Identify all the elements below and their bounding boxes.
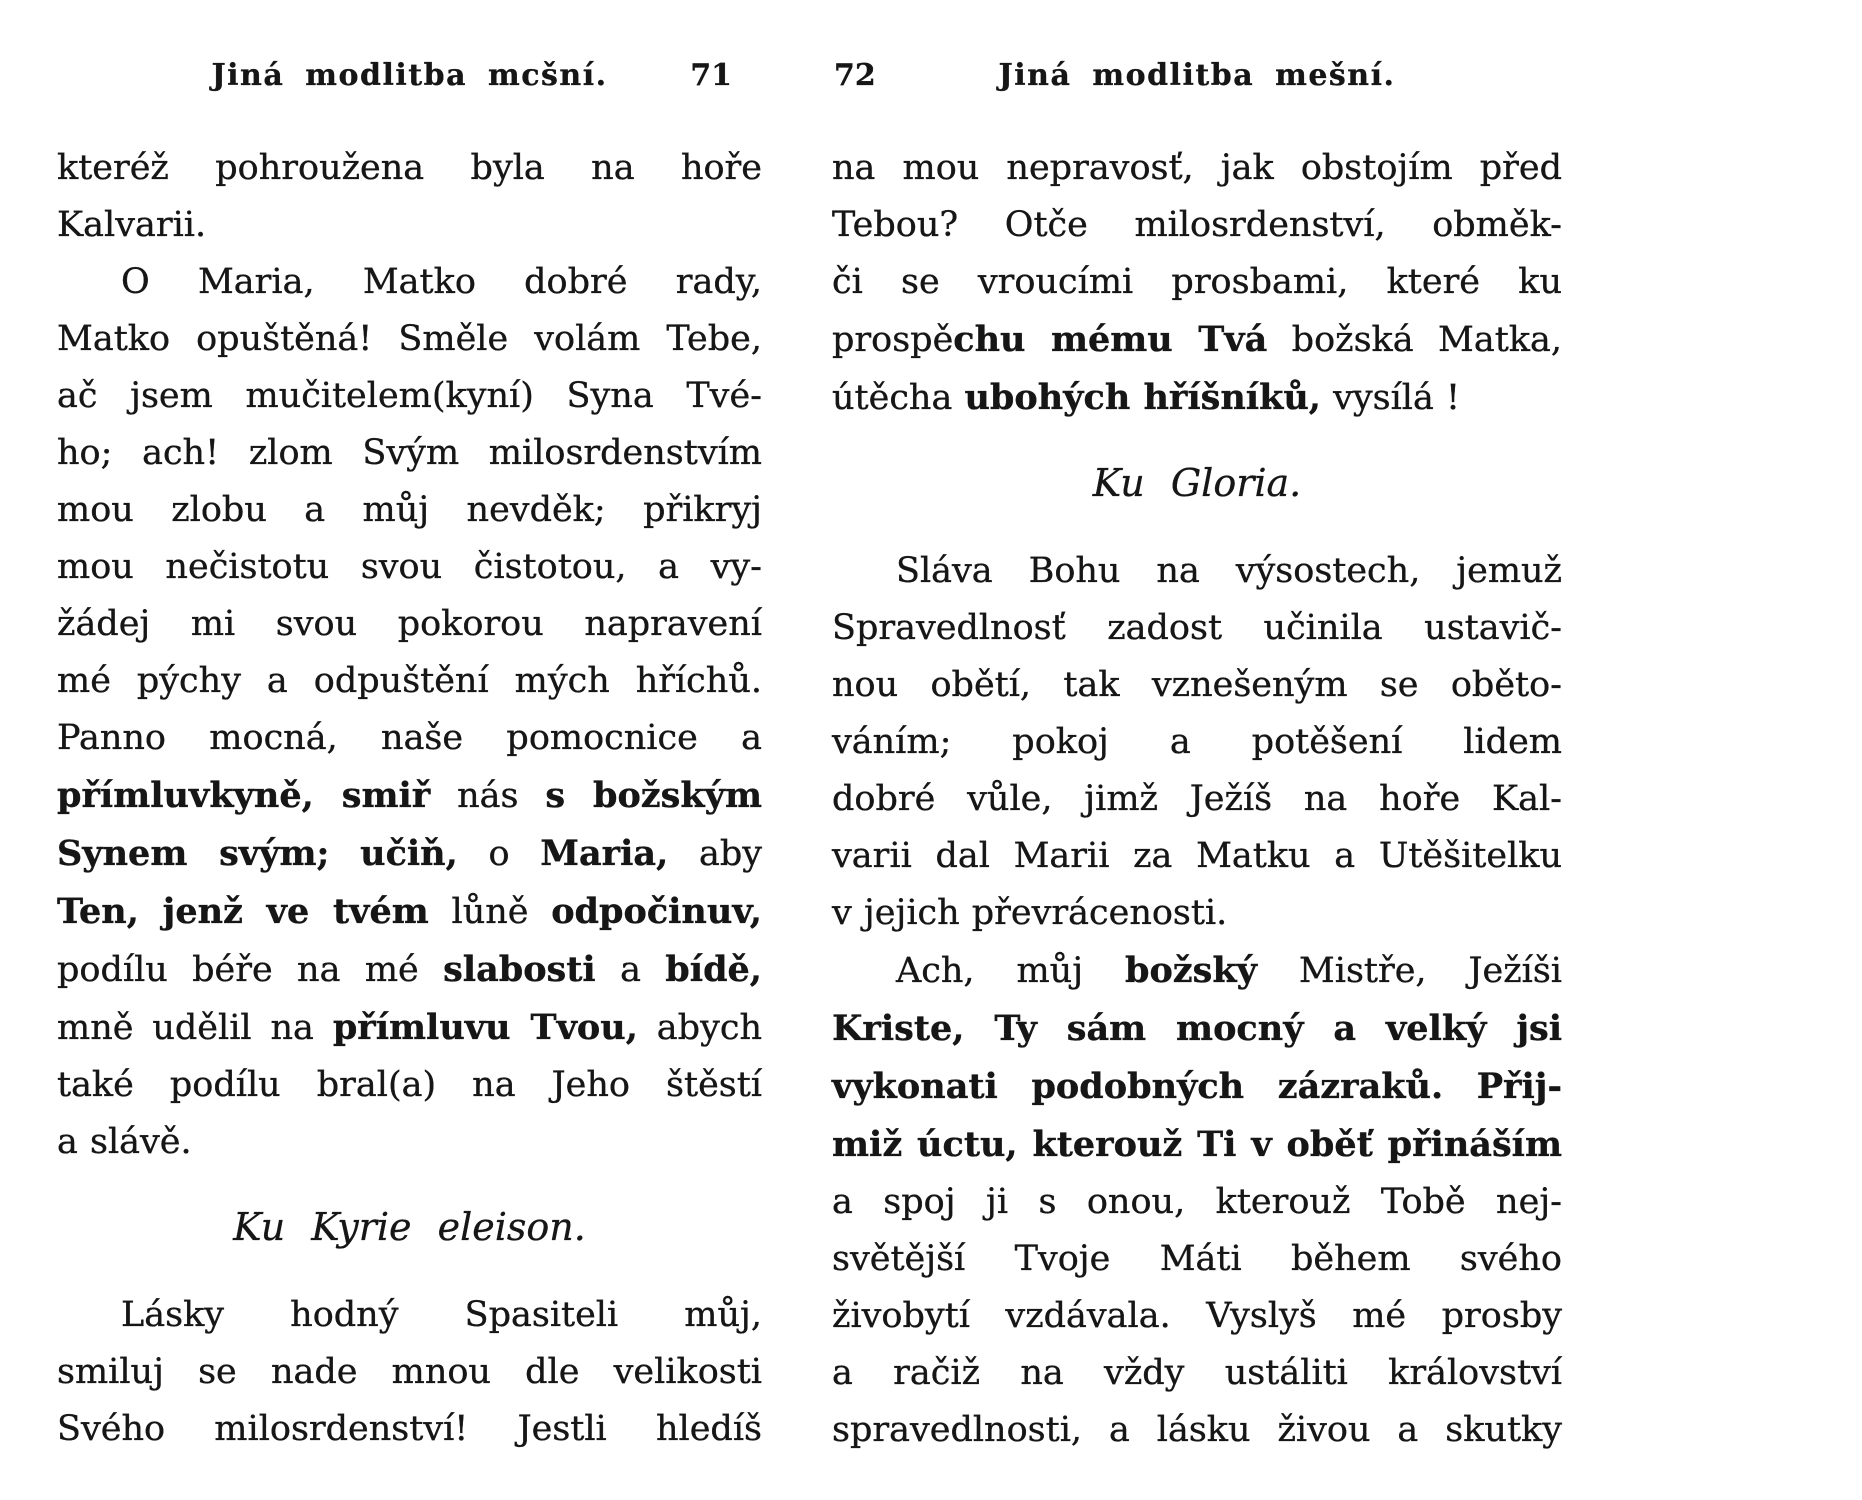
text-segment: vysílá ! [1320,378,1461,418]
text-segment: a [595,950,666,990]
text-segment: božský [1124,950,1257,991]
text-segment: Kalvarii. [57,205,207,245]
text-line [832,1402,1562,1459]
text-segment: přímluvu Tvou, [332,1007,638,1048]
text-segment: odpočinuv, [551,891,762,932]
text-segment: Panno mocná, naše pomocnice a [57,718,762,758]
text-line [832,1231,1562,1288]
text-segment: bídě, [665,949,762,990]
text-segment: Ten, jenž ve tvém [57,891,429,932]
text-line [832,197,1562,254]
text-line [832,1058,1562,1116]
text-segment: Kriste, Ty sám mocný a velký jsi [832,1008,1562,1049]
text-line [57,825,762,883]
page-left [57,0,762,1500]
text-segment: ubohých hříšníků, [964,377,1321,418]
text-line [832,714,1562,771]
text-line [57,941,762,999]
running-title: Jiná modlitba mcšní. [211,58,608,93]
text-segment: mou nečistotu svou čistotou, a vy- [57,547,762,587]
text-segment: podílu béře na mé [57,950,444,990]
text-line [832,1288,1562,1345]
page-right-header [832,58,1562,96]
text-segment: chu mému Tvá [953,319,1268,360]
text-segment: také podílu bral(a) na Jeho štěstí [57,1065,762,1105]
text-line [832,543,1562,600]
text-segment: v jejich převrácenosti. [832,893,1228,933]
text-segment: nou obětí, tak vznešeným se oběto- [832,665,1562,705]
text-line [832,771,1562,828]
text-line [57,1287,762,1344]
text-line [832,885,1562,942]
text-segment: ač jsem mučitelem(kyní) Syna Tvé- [57,376,762,416]
text-segment: Přij- [1443,1066,1562,1107]
text-segment: Spravedlnosť zadost učinila ustavič- [832,608,1562,648]
text-segment: s božským [545,775,762,816]
text-line [57,710,762,767]
text-segment: Lásky hodný Spasiteli můj, [121,1295,762,1335]
text-line [57,767,762,825]
text-line [832,254,1562,311]
text-segment: miž úctu, kterouž Ti v oběť přináším [832,1124,1562,1165]
text-line [57,368,762,425]
text-segment: smiluj se nade mnou dle velikosti [57,1352,762,1392]
text-segment: mně udělil na [57,1008,333,1048]
page-left-header [57,58,762,96]
text-line [57,1114,762,1171]
text-segment: vykonati podobných zázraků. [832,1066,1444,1107]
text-segment: světější Tvoje Máti během svého [832,1239,1562,1279]
text-segment: a slávě. [57,1122,192,1162]
text-line [832,311,1562,369]
text-segment: kteréž pohroužena byla na hoře [57,148,762,188]
text-segment: Ach, můj [896,951,1125,991]
text-segment: prospě [832,320,954,360]
text-line [57,254,762,311]
text-segment: Svého milosrdenství! Jestli hledíš [57,1409,762,1449]
section-heading: Ku Gloria. [1092,461,1302,505]
text-segment: či se vroucími prosbami, které ku [832,262,1562,302]
text-segment: útěcha [832,378,965,418]
page-number: 72 [834,58,876,93]
text-line [57,596,762,653]
text-line [57,653,762,710]
text-line [57,482,762,539]
text-line [57,311,762,368]
text-line [832,828,1562,885]
text-segment: Matko opuštěná! Směle volám Tebe, [57,319,762,359]
text-line [832,942,1562,1000]
text-segment: Sláva Bohu na výsostech, jemuž [896,551,1562,591]
text-line [57,1344,762,1401]
text-line [57,999,762,1057]
text-segment: O Maria, Matko dobré rady, [121,262,762,302]
text-line [57,1401,762,1458]
text-line [832,657,1562,714]
text-segment: žádej mi svou pokorou napravení [57,604,762,644]
text-segment: Tebou? Otče milosrdenství, obměk- [832,205,1562,245]
page-number: 71 [690,58,732,93]
text-segment: živobytí vzdávala. Vyslyš mé prosby [832,1296,1562,1336]
text-segment: na mou nepravosť, jak obstojím před [832,148,1562,188]
text-segment: lůně [428,892,552,932]
text-line [832,1116,1562,1174]
text-segment: božská Matka, [1267,320,1562,360]
text-segment: přímluvkyně, smiř [57,775,431,816]
text-segment: varii dal Marii za Matku a Utěšitelku [832,836,1562,876]
text-line [57,197,762,254]
text-line [57,883,762,941]
text-segment: mou zlobu a můj nevděk; přikryj [57,490,762,530]
text-segment: Synem svým; [57,833,330,874]
text-segment: slabosti [443,949,596,990]
text-segment: váním; pokoj a potěšení lidem [832,722,1562,762]
text-segment: spravedlnosti, a lásku živou a skutky [832,1410,1562,1450]
text-segment: nás [430,776,546,816]
text-line [57,140,762,197]
text-segment: ho; ach! zlom Svým milosrdenstvím [57,433,762,473]
text-line [832,600,1562,657]
text-line [832,1174,1562,1231]
text-segment: o [457,834,541,874]
text-line [57,1057,762,1114]
text-line [832,369,1562,427]
text-line [832,140,1562,197]
text-segment: mé pýchy a odpuštění mých hříchů. [57,661,762,701]
page-right-body [832,140,1562,1459]
text-segment: dobré vůle, jimž Ježíš na hoře Kal- [832,779,1562,819]
section-heading: Ku Kyrie eleison. [233,1205,586,1249]
running-title: Jiná modlitba mešní. [998,58,1396,93]
text-segment: učiň, [360,833,458,874]
page-right [832,0,1562,1500]
text-segment [329,834,360,874]
text-line [57,539,762,596]
text-segment: aby [668,834,763,874]
text-segment: a spoj ji s onou, kterouž Tobě nej- [832,1182,1562,1222]
text-line [832,1000,1562,1058]
text-segment: Maria, [540,833,669,874]
text-segment: abych [637,1008,762,1048]
text-segment: Mistře, Ježíši [1256,951,1562,991]
text-segment: a račiž na vždy ustáliti království [832,1353,1562,1393]
text-line [57,425,762,482]
page-left-body [57,140,762,1458]
text-line [832,1345,1562,1402]
